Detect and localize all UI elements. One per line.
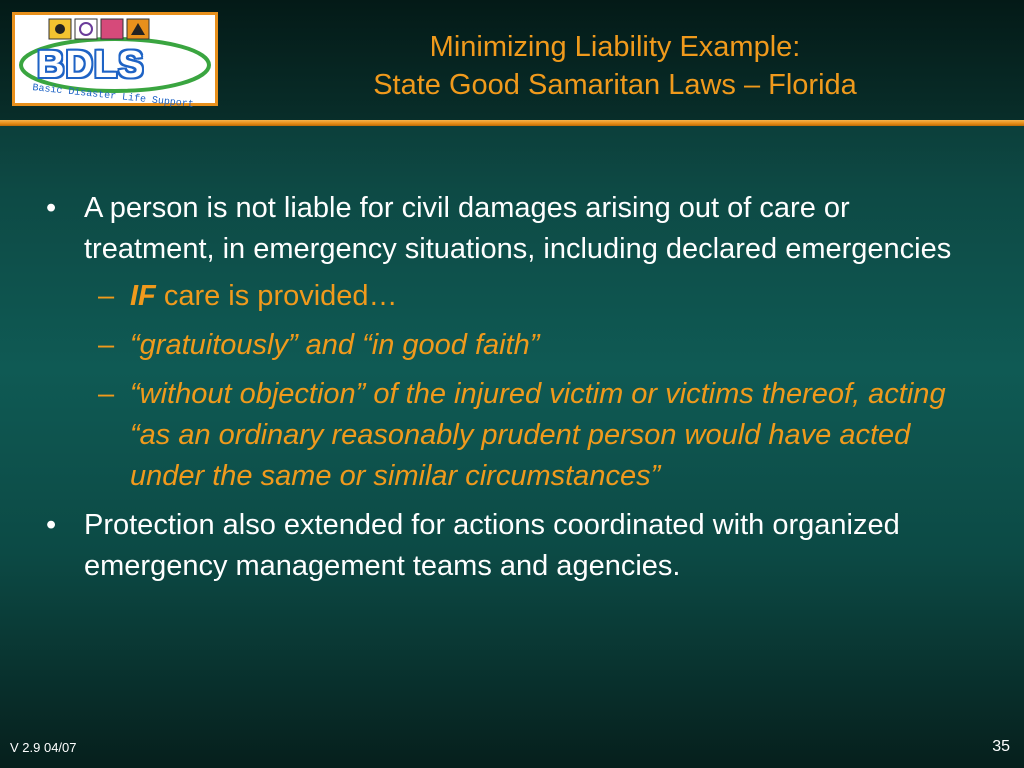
- dash-marker: –: [98, 329, 115, 361]
- bullet-item: [46, 188, 966, 270]
- chemical-icon: [101, 19, 123, 39]
- sub-bullet-item: [46, 276, 966, 317]
- header-divider: [0, 120, 1024, 126]
- bdls-logo: [12, 12, 218, 111]
- slide-body: [46, 188, 966, 587]
- title-line-2: State Good Samaritan Laws – Florida: [373, 69, 857, 101]
- sub-bullet-item: [46, 325, 966, 366]
- dash-marker: –: [98, 378, 115, 410]
- bullet-dot: •: [46, 509, 57, 541]
- dash-marker: –: [98, 280, 115, 312]
- slide-title: [230, 28, 1000, 104]
- bullet-text: A person is not liable for civil damages arising out of care or treatment, in emergency situations, including declared emergencies: [84, 192, 952, 265]
- bullet-dot: •: [46, 192, 57, 224]
- logo-subtitle: Basic Disaster Life Support: [31, 83, 195, 111]
- bullet-item: [46, 505, 966, 587]
- if-emphasis: IF: [130, 280, 156, 312]
- sub-bullet-text: care is provided…: [155, 280, 398, 312]
- sub-bullet-text: “gratuitously” and “in good faith”: [130, 329, 540, 361]
- version-label: V 2.9 04/07: [10, 740, 77, 755]
- sub-bullet-item: [46, 374, 966, 497]
- sub-bullet-text: “without objection” of the injured victim or victims thereof, acting “as an ordinary reasonably prudent person would have acted under the same or similar circumstances”: [130, 378, 946, 492]
- bullet-text: Protection also extended for actions coordinated with organized emergency management teams and agencies.: [84, 509, 900, 582]
- logo-wordmark: BDLS: [37, 44, 145, 86]
- page-number: 35: [992, 738, 1010, 755]
- title-line-1: Minimizing Liability Example:: [429, 31, 801, 63]
